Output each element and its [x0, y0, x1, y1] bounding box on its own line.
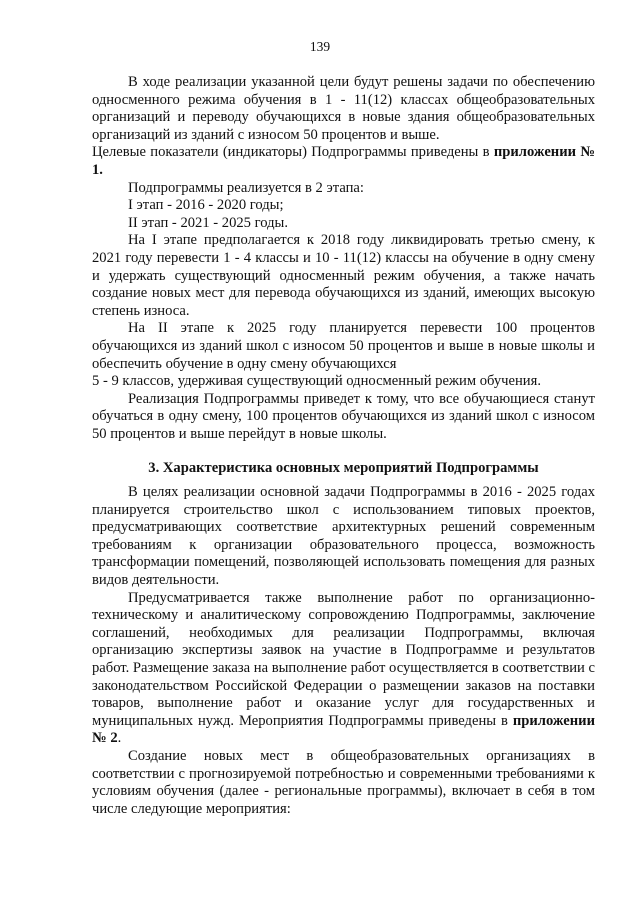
paragraph-stage-2-details: На II этапе к 2025 году планируется перевести 100 процентов обучающихся из зданий школ с износом 50 процентов и выше в новые школы и обеспечить обучение в одну смену обучающихся [92, 320, 595, 372]
page-number: 139 [309, 39, 331, 54]
support-works-end: . [117, 730, 122, 747]
paragraph-indicators [92, 144, 595, 179]
paragraph-construction: В целях реализации основной задачи Подпрограммы в 2016 - 2025 годах планируется строительство школ с использованием типовых проектов, предусматривающих соответствие архитектурных решений современным требованиям к организации образовательного процесса, возможность трансформации помещений, позволяющей использовать помещения для разных видов деятельности. [92, 484, 595, 589]
document-body [92, 74, 595, 818]
paragraph-stage-2-continuation: 5 - 9 классов, удерживая существующий односменный режим обучения. [92, 373, 541, 390]
section-heading: 3. Характеристика основных мероприятий Подпрограммы [148, 460, 539, 477]
appendix-2-reference: приложении № 2 [92, 712, 595, 747]
paragraph-goal-tasks: В ходе реализации указанной цели будут решены задачи по обеспечению односменного режима обучения в 1 - 11(12) классах общеобразовательных организаций и переводу обучающихся в новые здания общеобразовательных организаций из зданий с износом 50 процентов и выше. [92, 74, 595, 143]
stage-2: II этап - 2021 - 2025 годы. [128, 214, 288, 231]
stages-intro: Подпрограммы реализуется в 2 этапа: [128, 179, 364, 196]
paragraph-result: Реализация Подпрограммы приведет к тому, что все обучающиеся станут обучаться в одну смену, 100 процентов обучающихся из зданий школ с износом 50 процентов и выше перейдут в новые школы. [92, 390, 595, 442]
support-works-text: Предусматривается также выполнение работ по организационно-техническому и аналитическому сопровождению Подпрограммы, заключение соглашений, необходимых для реализации Подпрограммы, включая организацию экспертизы заявок на участие в Подпрограмме и результатов работ. Размещение заказа на выполнение работ осуществляется в соответствии с законодательством Российской Федерации о размещении заказов на поставки товаров, выполнение работ и оказание услуг для государственных и муниципальных нужд. Мероприятия Подпрограммы приведены в [92, 589, 595, 729]
appendix-1-reference: приложении № 1 [92, 144, 595, 178]
paragraph-support-works [92, 590, 595, 748]
paragraph-new-places: Создание новых мест в общеобразовательных организациях в соответствии с прогнозируемой потребностью и современными требованиями к условиям обучения (далее - региональные программы), включает в себя в том числе следующие мероприятия: [92, 747, 595, 817]
stage-1: I этап - 2016 - 2020 годы; [128, 197, 284, 214]
indicators-end: . [99, 161, 103, 178]
indicators-text: Целевые показатели (индикаторы) Подпрограммы приведены в [92, 144, 494, 161]
paragraph-stage-1-details: На I этапе предполагается к 2018 году ликвидировать третью смену, к 2021 году перевести 1 - 4 классы и 10 - 11(12) классы на обучение в одну смену и удержать существующий односменный режим обучения, а также начать создание новых мест для перевода обучающихся из зданий, имеющих высокую степень износа. [92, 232, 595, 319]
